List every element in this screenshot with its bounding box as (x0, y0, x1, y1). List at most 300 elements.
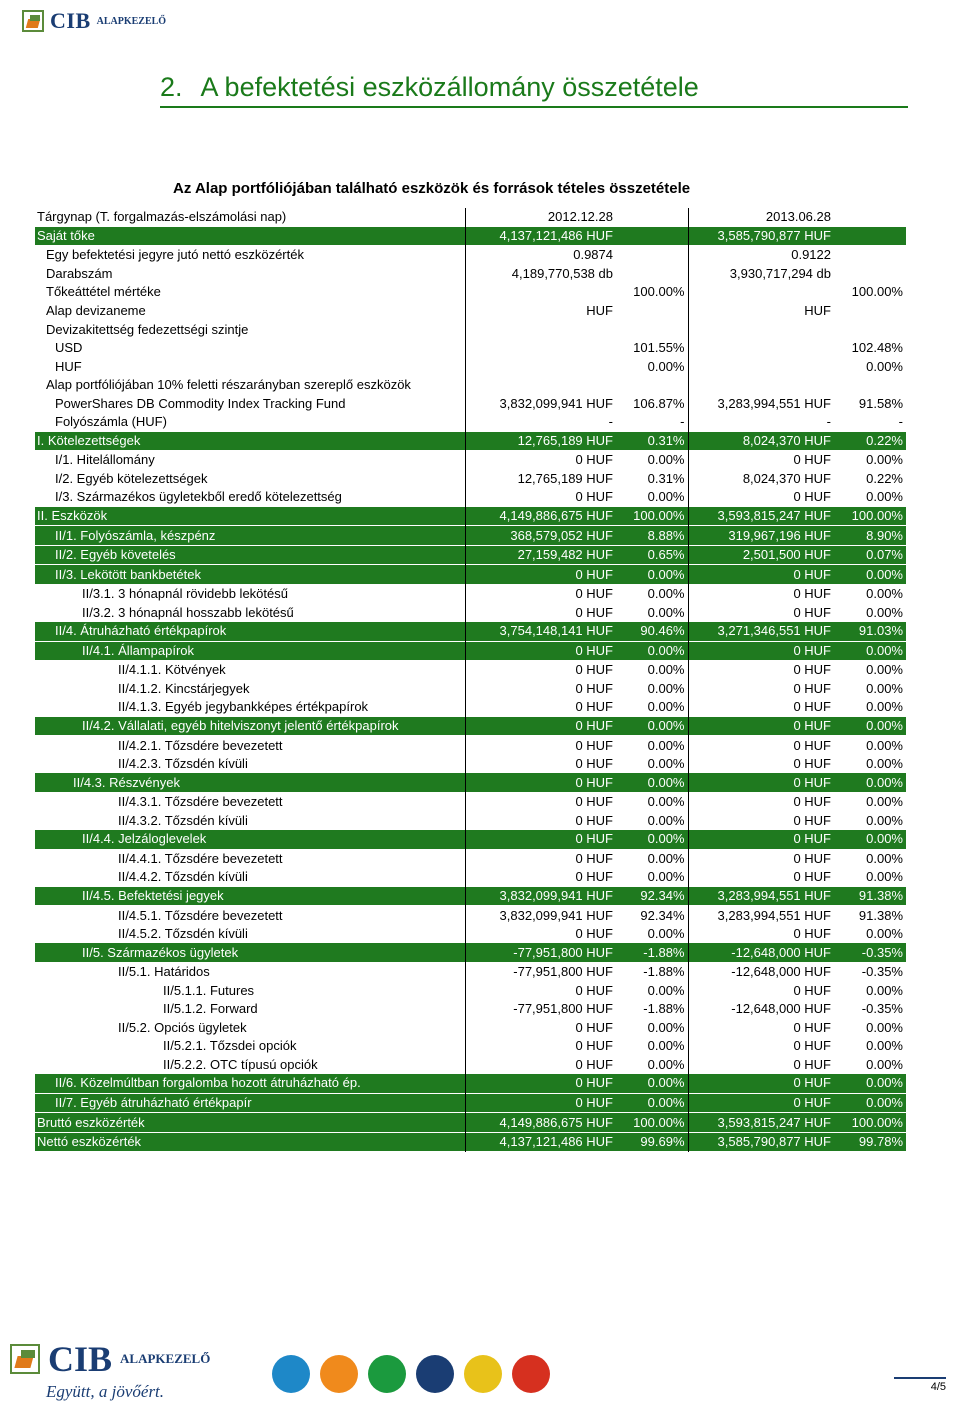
value-2012: HUF (465, 302, 616, 321)
logo-sub: ALAPKEZELŐ (96, 15, 167, 27)
table-row (35, 925, 906, 944)
value-2013: 3,283,994,551 HUF (688, 906, 834, 925)
table-row (35, 470, 906, 489)
row-label: II/4.5.2. Tőzsdén kívüli (118, 926, 248, 942)
logo-text: CIB (50, 8, 91, 33)
percent-2013 (834, 227, 906, 246)
value-2013: 2013.06.28 (688, 208, 834, 227)
value-2013: -12,648,000 HUF (688, 943, 834, 962)
heading-rule (160, 106, 908, 108)
section-heading (160, 72, 699, 103)
value-2012: 0 HUF (465, 641, 616, 661)
row-label: USD (55, 340, 83, 356)
value-2012: 0 HUF (465, 868, 616, 887)
value-2013: 8,024,370 HUF (688, 432, 834, 451)
row-label: II. Eszközök (35, 507, 465, 526)
percent-2012: -1.88% (616, 943, 688, 962)
percent-2012: 100.00% (633, 284, 685, 300)
percent-2013: 0.00% (866, 1056, 903, 1072)
value-2013: 0 HUF (688, 717, 834, 736)
value-2013: 0 HUF (688, 773, 834, 792)
percent-2012: 0.00% (647, 699, 685, 715)
row-label: II/5.1.2. Forward (163, 1001, 258, 1017)
row-label: II/4.5. Befektetési jegyek (35, 887, 465, 906)
table-row (35, 622, 906, 641)
percent-2012: 90.46% (616, 622, 688, 641)
value-2013: 3,585,790,877 HUF (688, 1132, 834, 1152)
table-row (35, 208, 906, 227)
percent-2012: -1.88% (643, 1001, 685, 1017)
table-row (35, 887, 906, 906)
row-label: II/4.2.3. Tőzsdén kívüli (118, 756, 248, 772)
table-row (35, 661, 906, 680)
percent-2013: 0.00% (866, 1019, 903, 1035)
row-label: II/5.2.1. Tőzsdei opciók (163, 1038, 297, 1054)
row-label: II/4.4.2. Tőzsdén kívüli (118, 869, 248, 885)
table-row (35, 1019, 906, 1038)
table-row (35, 246, 906, 265)
percent-2013: -0.35% (834, 943, 906, 962)
percent-2012: 106.87% (633, 395, 685, 411)
value-2013: 3,585,790,877 HUF (688, 227, 834, 246)
percent-2012: 0.00% (647, 662, 685, 678)
value-2013: 0 HUF (688, 1037, 834, 1056)
percent-2013 (834, 246, 906, 265)
value-2013: 0 HUF (688, 680, 834, 699)
value-2013: 0 HUF (688, 1019, 834, 1038)
value-2013: 8,024,370 HUF (688, 470, 834, 489)
percent-2012: 0.00% (647, 794, 685, 810)
table-row (35, 394, 906, 413)
percent-2012 (616, 320, 688, 339)
row-label: I/2. Egyéb kötelezettségek (55, 470, 208, 486)
percent-2012: 0.00% (647, 756, 685, 772)
row-label: II/7. Egyéb átruházható értékpapír (35, 1093, 465, 1113)
value-2013: 0 HUF (688, 451, 834, 470)
percent-2013: 0.00% (866, 489, 903, 505)
value-2012: 0 HUF (465, 661, 616, 680)
value-2013: 0 HUF (688, 1074, 834, 1093)
percent-2013: 91.38% (858, 907, 903, 923)
value-2012: 0 HUF (465, 849, 616, 868)
percent-2012: 0.31% (647, 470, 685, 486)
section-number: 2. (160, 72, 183, 102)
percent-2012: 0.00% (616, 717, 688, 736)
percent-2013: 0.00% (866, 794, 903, 810)
percent-2012 (616, 227, 688, 246)
table-row (35, 773, 906, 792)
table-row (35, 507, 906, 526)
value-2013: 0 HUF (688, 736, 834, 755)
table-row (35, 376, 906, 395)
percent-2013: 0.00% (866, 699, 903, 715)
row-label: II/5.2. Opciós ügyletek (118, 1019, 247, 1035)
portfolio-table (35, 208, 906, 1152)
section-title: A befektetési eszközállomány összetétele (200, 72, 699, 102)
value-2012 (465, 376, 616, 395)
value-2012: 4,137,121,486 HUF (465, 227, 616, 246)
value-2013: 3,271,346,551 HUF (688, 622, 834, 641)
table-row (35, 981, 906, 1000)
percent-2013: 91.03% (834, 622, 906, 641)
row-label: II/4.1.2. Kincstárjegyek (118, 680, 250, 696)
value-2012: 0 HUF (465, 584, 616, 603)
row-label: II/4.1. Állampapírok (35, 641, 465, 661)
percent-2012: 0.65% (616, 545, 688, 565)
value-2012: 0 HUF (465, 680, 616, 699)
row-label: II/3.2. 3 hónapnál hosszabb lekötésű (82, 604, 294, 620)
table-row (35, 339, 906, 358)
value-2012: 0 HUF (465, 451, 616, 470)
value-2013: 3,593,815,247 HUF (688, 1113, 834, 1133)
cib-logo-icon (22, 10, 44, 32)
percent-2013 (834, 320, 906, 339)
footer-logo-text: CIB (48, 1339, 113, 1379)
table-row (35, 1000, 906, 1019)
percent-2013: 0.00% (866, 1038, 903, 1054)
row-label: Devizakitettség fedezettségi szintje (46, 321, 249, 337)
value-2013: 319,967,196 HUF (688, 526, 834, 546)
percent-2013: 0.22% (866, 470, 903, 486)
value-2012: 0 HUF (465, 755, 616, 774)
value-2012: 4,189,770,538 db (465, 265, 616, 284)
row-label: II/4.4.1. Tőzsdére bevezetett (118, 850, 283, 866)
table-row (35, 1113, 906, 1133)
value-2013: 3,593,815,247 HUF (688, 507, 834, 526)
percent-2012: 0.00% (616, 1093, 688, 1113)
cib-logo-icon (10, 1344, 40, 1374)
row-label: Saját tőke (35, 227, 465, 246)
row-label: Egy befektetési jegyre jutó nettó eszközérték (46, 247, 304, 263)
value-2012: -77,951,800 HUF (465, 962, 616, 981)
percent-2013: 0.00% (866, 850, 903, 866)
footer-slogan: Együtt, a jövőért. (46, 1382, 165, 1401)
row-label: II/4.3.1. Tőzsdére bevezetett (118, 794, 283, 810)
row-label: II/5.2.2. OTC típusú opciók (163, 1056, 318, 1072)
row-label: II/3. Lekötött bankbetétek (35, 565, 465, 585)
table-row (35, 717, 906, 736)
percent-2012: 0.00% (647, 869, 685, 885)
percent-2012: 0.00% (647, 489, 685, 505)
value-2012: -77,951,800 HUF (465, 943, 616, 962)
percent-2013: 0.00% (866, 756, 903, 772)
table-row (35, 320, 906, 339)
value-2012 (465, 357, 616, 376)
percent-2012: 100.00% (616, 1113, 688, 1133)
value-2013: 3,283,994,551 HUF (688, 887, 834, 906)
percent-2013: 0.00% (834, 1074, 906, 1093)
table-row (35, 227, 906, 246)
percent-2013: 0.00% (866, 869, 903, 885)
table-row (35, 432, 906, 451)
value-2012: 3,832,099,941 HUF (465, 906, 616, 925)
value-2013 (688, 357, 834, 376)
value-2012: 0 HUF (465, 1019, 616, 1038)
percent-2013: 0.22% (834, 432, 906, 451)
value-2013: HUF (688, 302, 834, 321)
value-2012: 0 HUF (465, 488, 616, 507)
percent-2013: 100.00% (851, 284, 903, 300)
row-label: Bruttó eszközérték (35, 1113, 465, 1133)
percent-2013: 0.00% (866, 452, 903, 468)
value-2012: 12,765,189 HUF (465, 432, 616, 451)
value-2013: 0 HUF (688, 603, 834, 622)
percent-2012 (616, 265, 688, 284)
percent-2012: -1.88% (643, 964, 685, 980)
table-row (35, 698, 906, 717)
value-2013: 0 HUF (688, 792, 834, 811)
percent-2012: 0.31% (616, 432, 688, 451)
row-label: I/3. Származékos ügyletekből eredő kötelezettség (55, 489, 342, 505)
percent-2013: 0.00% (834, 565, 906, 585)
percent-2013: - (898, 414, 903, 430)
footer-logo-sub: ALAPKEZELŐ (120, 1351, 211, 1366)
table-row (35, 736, 906, 755)
table-row (35, 962, 906, 981)
row-label: Alap portfóliójában 10% feletti részarányban szereplő eszközök (46, 377, 411, 393)
row-label: II/4.2.1. Tőzsdére bevezetett (118, 737, 283, 753)
percent-2012: 8.88% (616, 526, 688, 546)
percent-2012: 0.00% (647, 358, 685, 374)
percent-2013 (834, 265, 906, 284)
row-label: II/5. Származékos ügyletek (35, 943, 465, 962)
table-row (35, 943, 906, 962)
value-2013: 0 HUF (688, 849, 834, 868)
percent-2012: 0.00% (647, 1038, 685, 1054)
percent-2013 (834, 208, 906, 227)
percent-2012 (616, 246, 688, 265)
value-2013 (688, 283, 834, 302)
color-dot (464, 1355, 502, 1393)
percent-2012: 92.34% (616, 887, 688, 906)
value-2012: 0 HUF (465, 981, 616, 1000)
value-2013: 0 HUF (688, 1093, 834, 1113)
value-2012: 0 HUF (465, 925, 616, 944)
table-title: Az Alap portfóliójában található eszközök és források tételes összetétele (173, 180, 691, 197)
table-row (35, 357, 906, 376)
percent-2012 (616, 302, 688, 321)
percent-2013: -0.35% (861, 1001, 903, 1017)
value-2013: -12,648,000 HUF (688, 962, 834, 981)
value-2012 (465, 320, 616, 339)
value-2012: 0 HUF (465, 603, 616, 622)
table-row (35, 526, 906, 546)
value-2013: 0 HUF (688, 698, 834, 717)
value-2013: 0 HUF (688, 755, 834, 774)
row-label: II/5.1.1. Futures (163, 982, 255, 998)
header-logo (22, 8, 166, 34)
color-dot (368, 1355, 406, 1393)
percent-2012: 0.00% (616, 641, 688, 661)
percent-2013: -0.35% (861, 964, 903, 980)
percent-2013: 0.00% (866, 604, 903, 620)
percent-2013: 99.78% (834, 1132, 906, 1152)
value-2012 (465, 339, 616, 358)
value-2013: -12,648,000 HUF (688, 1000, 834, 1019)
percent-2012: 99.69% (616, 1132, 688, 1152)
value-2012: 0 HUF (465, 1037, 616, 1056)
value-2012: 0 HUF (465, 717, 616, 736)
table-row (35, 1074, 906, 1093)
footer-logo (10, 1338, 210, 1402)
value-2012: 0 HUF (465, 792, 616, 811)
value-2012: 2012.12.28 (465, 208, 616, 227)
percent-2013 (834, 302, 906, 321)
table-row (35, 1056, 906, 1075)
value-2013: 0 HUF (688, 981, 834, 1000)
percent-2013: 0.07% (834, 545, 906, 565)
percent-2012: 92.34% (640, 907, 685, 923)
value-2012: 3,754,148,141 HUF (465, 622, 616, 641)
table-row (35, 603, 906, 622)
value-2013: 0 HUF (688, 565, 834, 585)
page-rule (894, 1377, 946, 1379)
row-label: Folyószámla (HUF) (55, 414, 167, 430)
table-row (35, 1132, 906, 1152)
table-row (35, 413, 906, 432)
value-2012: 0 HUF (465, 698, 616, 717)
row-label: HUF (55, 358, 82, 374)
value-2013 (688, 376, 834, 395)
percent-2012: 101.55% (633, 340, 685, 356)
value-2013: 0 HUF (688, 584, 834, 603)
value-2012: 0 HUF (465, 736, 616, 755)
percent-2012: 0.00% (616, 830, 688, 849)
percent-2013: 0.00% (834, 1093, 906, 1113)
percent-2013: 0.00% (834, 773, 906, 792)
row-label: Nettó eszközérték (35, 1132, 465, 1152)
row-label: I. Kötelezettségek (35, 432, 465, 451)
value-2013: 0.9122 (688, 246, 834, 265)
percent-2012: 100.00% (616, 507, 688, 526)
value-2013: 3,930,717,294 db (688, 265, 834, 284)
value-2012: 0 HUF (465, 1093, 616, 1113)
row-label: Alap devizaneme (46, 303, 146, 318)
value-2012: 3,832,099,941 HUF (465, 394, 616, 413)
percent-2012: 0.00% (647, 452, 685, 468)
table-row (35, 868, 906, 887)
row-label: II/2. Egyéb követelés (35, 545, 465, 565)
value-2012: 0.9874 (465, 246, 616, 265)
percent-2013: 0.00% (834, 717, 906, 736)
table-row (35, 302, 906, 321)
value-2013: 2,501,500 HUF (688, 545, 834, 565)
color-dot (416, 1355, 454, 1393)
value-2013: 0 HUF (688, 661, 834, 680)
value-2012: -77,951,800 HUF (465, 1000, 616, 1019)
row-label: II/4.1.3. Egyéb jegybankképes értékpapírok (118, 699, 369, 715)
percent-2012: - (680, 414, 685, 430)
percent-2012: 0.00% (647, 926, 685, 942)
percent-2013: 91.58% (858, 395, 903, 411)
value-2013: 0 HUF (688, 488, 834, 507)
row-label: Tőkeáttétel mértéke (46, 284, 161, 300)
value-2012 (465, 283, 616, 302)
percent-2012 (616, 208, 688, 227)
percent-2013: 0.00% (866, 662, 903, 678)
percent-2012: 0.00% (647, 586, 685, 602)
value-2013 (688, 339, 834, 358)
table-row (35, 830, 906, 849)
table-row (35, 680, 906, 699)
row-label: II/5.1. Határidos (118, 964, 210, 980)
table-row (35, 488, 906, 507)
percent-2012: 0.00% (616, 1074, 688, 1093)
color-dots (272, 1355, 550, 1393)
percent-2013: 0.00% (834, 641, 906, 661)
value-2012: 4,149,886,675 HUF (465, 507, 616, 526)
table-row (35, 584, 906, 603)
value-2013 (688, 320, 834, 339)
percent-2013: 0.00% (866, 737, 903, 753)
table-row (35, 1093, 906, 1113)
value-2013: - (688, 413, 834, 432)
row-label: II/3.1. 3 hónapnál rövidebb lekötésű (82, 586, 288, 602)
percent-2013: 0.00% (866, 586, 903, 602)
table-row (35, 849, 906, 868)
percent-2013 (834, 376, 906, 395)
percent-2013: 100.00% (834, 507, 906, 526)
percent-2013: 0.00% (866, 812, 903, 828)
table-row (35, 906, 906, 925)
table-row (35, 641, 906, 661)
row-label: II/6. Közelmúltban forgalomba hozott átruházható ép. (35, 1074, 465, 1093)
value-2012: 0 HUF (465, 1056, 616, 1075)
row-label: II/1. Folyószámla, készpénz (35, 526, 465, 546)
value-2013: 0 HUF (688, 1056, 834, 1075)
table-row (35, 812, 906, 831)
value-2012: 0 HUF (465, 773, 616, 792)
row-label: I/1. Hitelállomány (55, 452, 155, 468)
value-2012: 368,579,052 HUF (465, 526, 616, 546)
value-2013: 3,283,994,551 HUF (688, 394, 834, 413)
value-2013: 0 HUF (688, 812, 834, 831)
table-row (35, 265, 906, 284)
percent-2013: 8.90% (834, 526, 906, 546)
value-2012: - (465, 413, 616, 432)
value-2012: 0 HUF (465, 830, 616, 849)
value-2012: 12,765,189 HUF (465, 470, 616, 489)
row-label: II/4.4. Jelzáloglevelek (35, 830, 465, 849)
percent-2012: 0.00% (647, 604, 685, 620)
percent-2013: 0.00% (866, 982, 903, 998)
table-row (35, 451, 906, 470)
table-row (35, 565, 906, 585)
row-label: Tárgynap (T. forgalmazás-elszámolási nap) (37, 209, 287, 225)
table-row (35, 545, 906, 565)
percent-2012: 0.00% (647, 982, 685, 998)
percent-2012 (616, 376, 688, 395)
value-2012: 27,159,482 HUF (465, 545, 616, 565)
row-label: II/4.3.2. Tőzsdén kívüli (118, 812, 248, 828)
color-dot (272, 1355, 310, 1393)
table-row (35, 792, 906, 811)
percent-2013: 0.00% (834, 830, 906, 849)
percent-2012: 0.00% (616, 773, 688, 792)
percent-2012: 0.00% (647, 737, 685, 753)
color-dot (512, 1355, 550, 1393)
page-number: 4/5 (930, 1381, 946, 1393)
row-label: Darabszám (46, 265, 113, 281)
value-2013: 0 HUF (688, 641, 834, 661)
row-label: II/4.2. Vállalati, egyéb hitelviszonyt jelentő értékpapírok (35, 717, 465, 736)
table-row (35, 1037, 906, 1056)
value-2012: 4,137,121,486 HUF (465, 1132, 616, 1152)
value-2012: 3,832,099,941 HUF (465, 887, 616, 906)
value-2012: 0 HUF (465, 565, 616, 585)
percent-2013: 0.00% (866, 358, 903, 374)
row-label: II/4.1.1. Kötvények (118, 662, 226, 678)
